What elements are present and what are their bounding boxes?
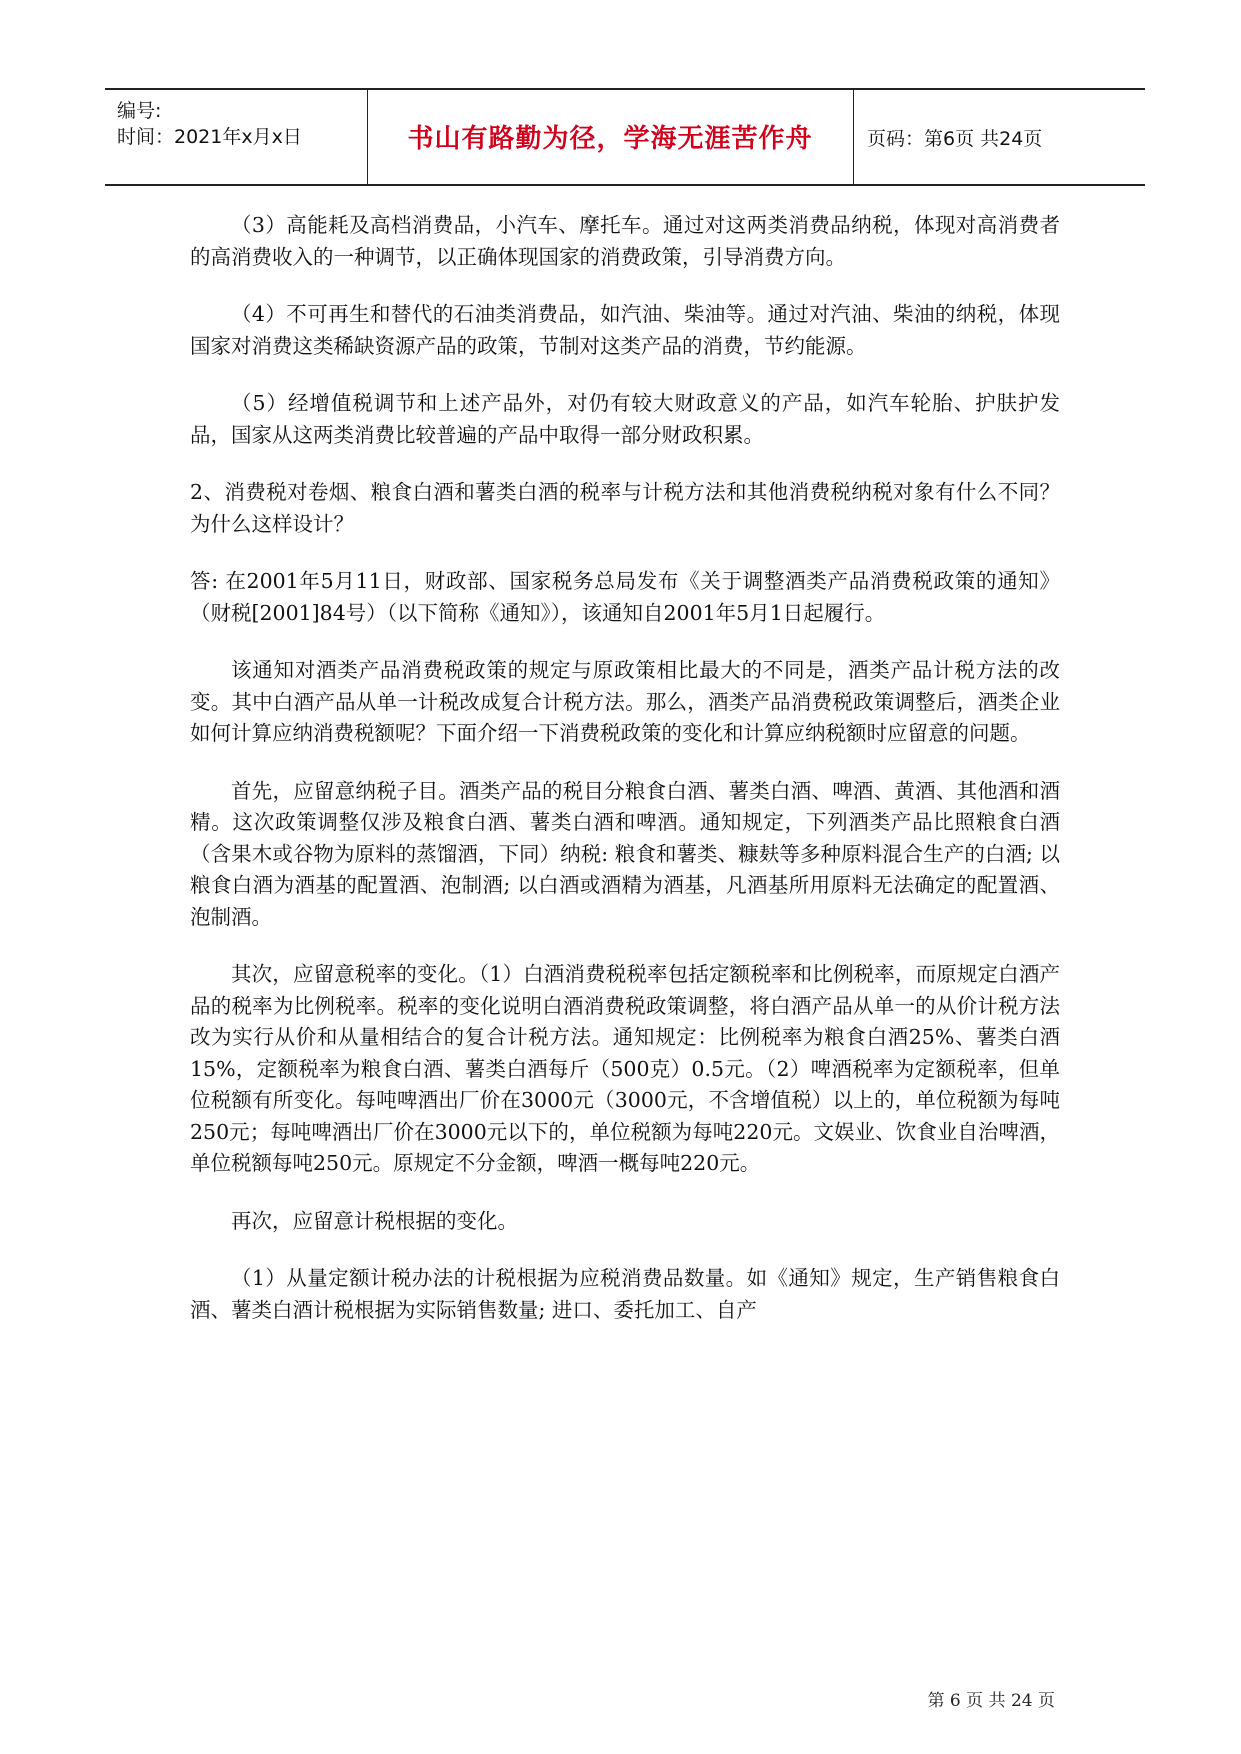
page-footer: 第 6 页 共 24 页 [927, 1691, 1055, 1711]
paragraph-quantity-basis: （1）从量定额计税办法的计税根据为应税消费品数量。如《通知》规定，生产销售粮食白酒、薯类白酒计税根据为实际销售数量; 进口、委托加工、自产 [190, 1266, 1060, 1322]
paragraph-policy-change: 该通知对酒类产品消费税政策的规定与原政策相比最大的不同是，酒类产品计税方法的改变。其中白酒产品从单一计税改成复合计税方法。那么，酒类产品消费税政策调整后，酒类企业如何计算应纳消费税额呢？下面介绍一下消费税政策的变化和计算应纳税额时应留意的问题。 [190, 658, 1060, 745]
paragraph-first-tax-item: 首先，应留意纳税子目。酒类产品的税目分粮食白酒、薯类白酒、啤酒、黄酒、其他酒和酒精。这次政策调整仅涉及粮食白酒、薯类白酒和啤酒。通知规定，下列酒类产品比照粮食白酒（含果木或谷物为原料的蒸馏酒，下同）纳税: 粮食和薯类、糠麸等多种原料混合生产的白酒; 以粮食白酒为酒基的配置酒、泡制酒; 以白酒或酒精为酒基，凡酒基所用原料无法确定的配置酒、泡制酒。 [190, 778, 1060, 929]
question-2: 2、消费税对卷烟、粮食白酒和薯类白酒的税率与计税方法和其他消费税纳税对象有什么不同？为什么这样设计？ [190, 480, 1060, 536]
answer-intro: 答: 在2001年5月11日，财政部、国家税务总局发布《关于调整酒类产品消费税政策的通知》（财税[2001]84号）（以下简称《通知》），该通知自2001年5月1日起履行。 [190, 569, 1060, 625]
header-page-number: 页码：第6页 共24页 [867, 128, 1043, 150]
document-time-label: 时间：2021年x月x日 [117, 126, 302, 148]
document-body [190, 210, 1060, 1352]
paragraph-item-3: （3）高能耗及高档消费品，小汽车、摩托车。通过对这两类消费品纳税，体现对高消费者的高消费收入的一种调节，以正确体现国家的消费政策，引导消费方向。 [190, 213, 1060, 269]
page-header [105, 88, 1145, 186]
header-motto: 书山有路勤为径，学海无涯苦作舟 [407, 124, 813, 154]
paragraph-item-4: （4）不可再生和替代的石油类消费品，如汽油、柴油等。通过对汽油、柴油的纳税，体现国家对消费这类稀缺资源产品的政策，节制对这类产品的消费，节约能源。 [190, 302, 1060, 358]
header-info-cell [105, 90, 368, 184]
header-page-cell [853, 90, 1145, 184]
paragraph-second-tax-rate: 其次，应留意税率的变化。（1）白酒消费税税率包括定额税率和比例税率，而原规定白酒产品的税率为比例税率。税率的变化说明白酒消费税政策调整，将白酒产品从单一的从价计税方法改为实行从价和从量相结合的复合计税方法。通知规定：比例税率为粮食白酒25%、薯类白酒15%，定额税率为粮食白酒、薯类白酒每斤（500克）0.5元。（2）啤酒税率为定额税率，但单位税额有所变化。每吨啤酒出厂价在3000元（3000元，不含增值税）以上的，单位税额为每吨250元；每吨啤酒出厂价在3000元以下的，单位税额为每吨220元。文娱业、饮食业自治啤酒，单位税额每吨250元。原规定不分金额，啤酒一概每吨220元。 [190, 962, 1060, 1175]
header-motto-cell [367, 90, 854, 184]
document-code-label: 编号: [117, 100, 162, 122]
paragraph-item-5: （5）经增值税调节和上述产品外，对仍有较大财政意义的产品，如汽车轮胎、护肤护发品，国家从这两类消费比较普遍的产品中取得一部分财政积累。 [190, 391, 1060, 447]
paragraph-third-tax-basis: 再次，应留意计税根据的变化。 [231, 1208, 518, 1233]
